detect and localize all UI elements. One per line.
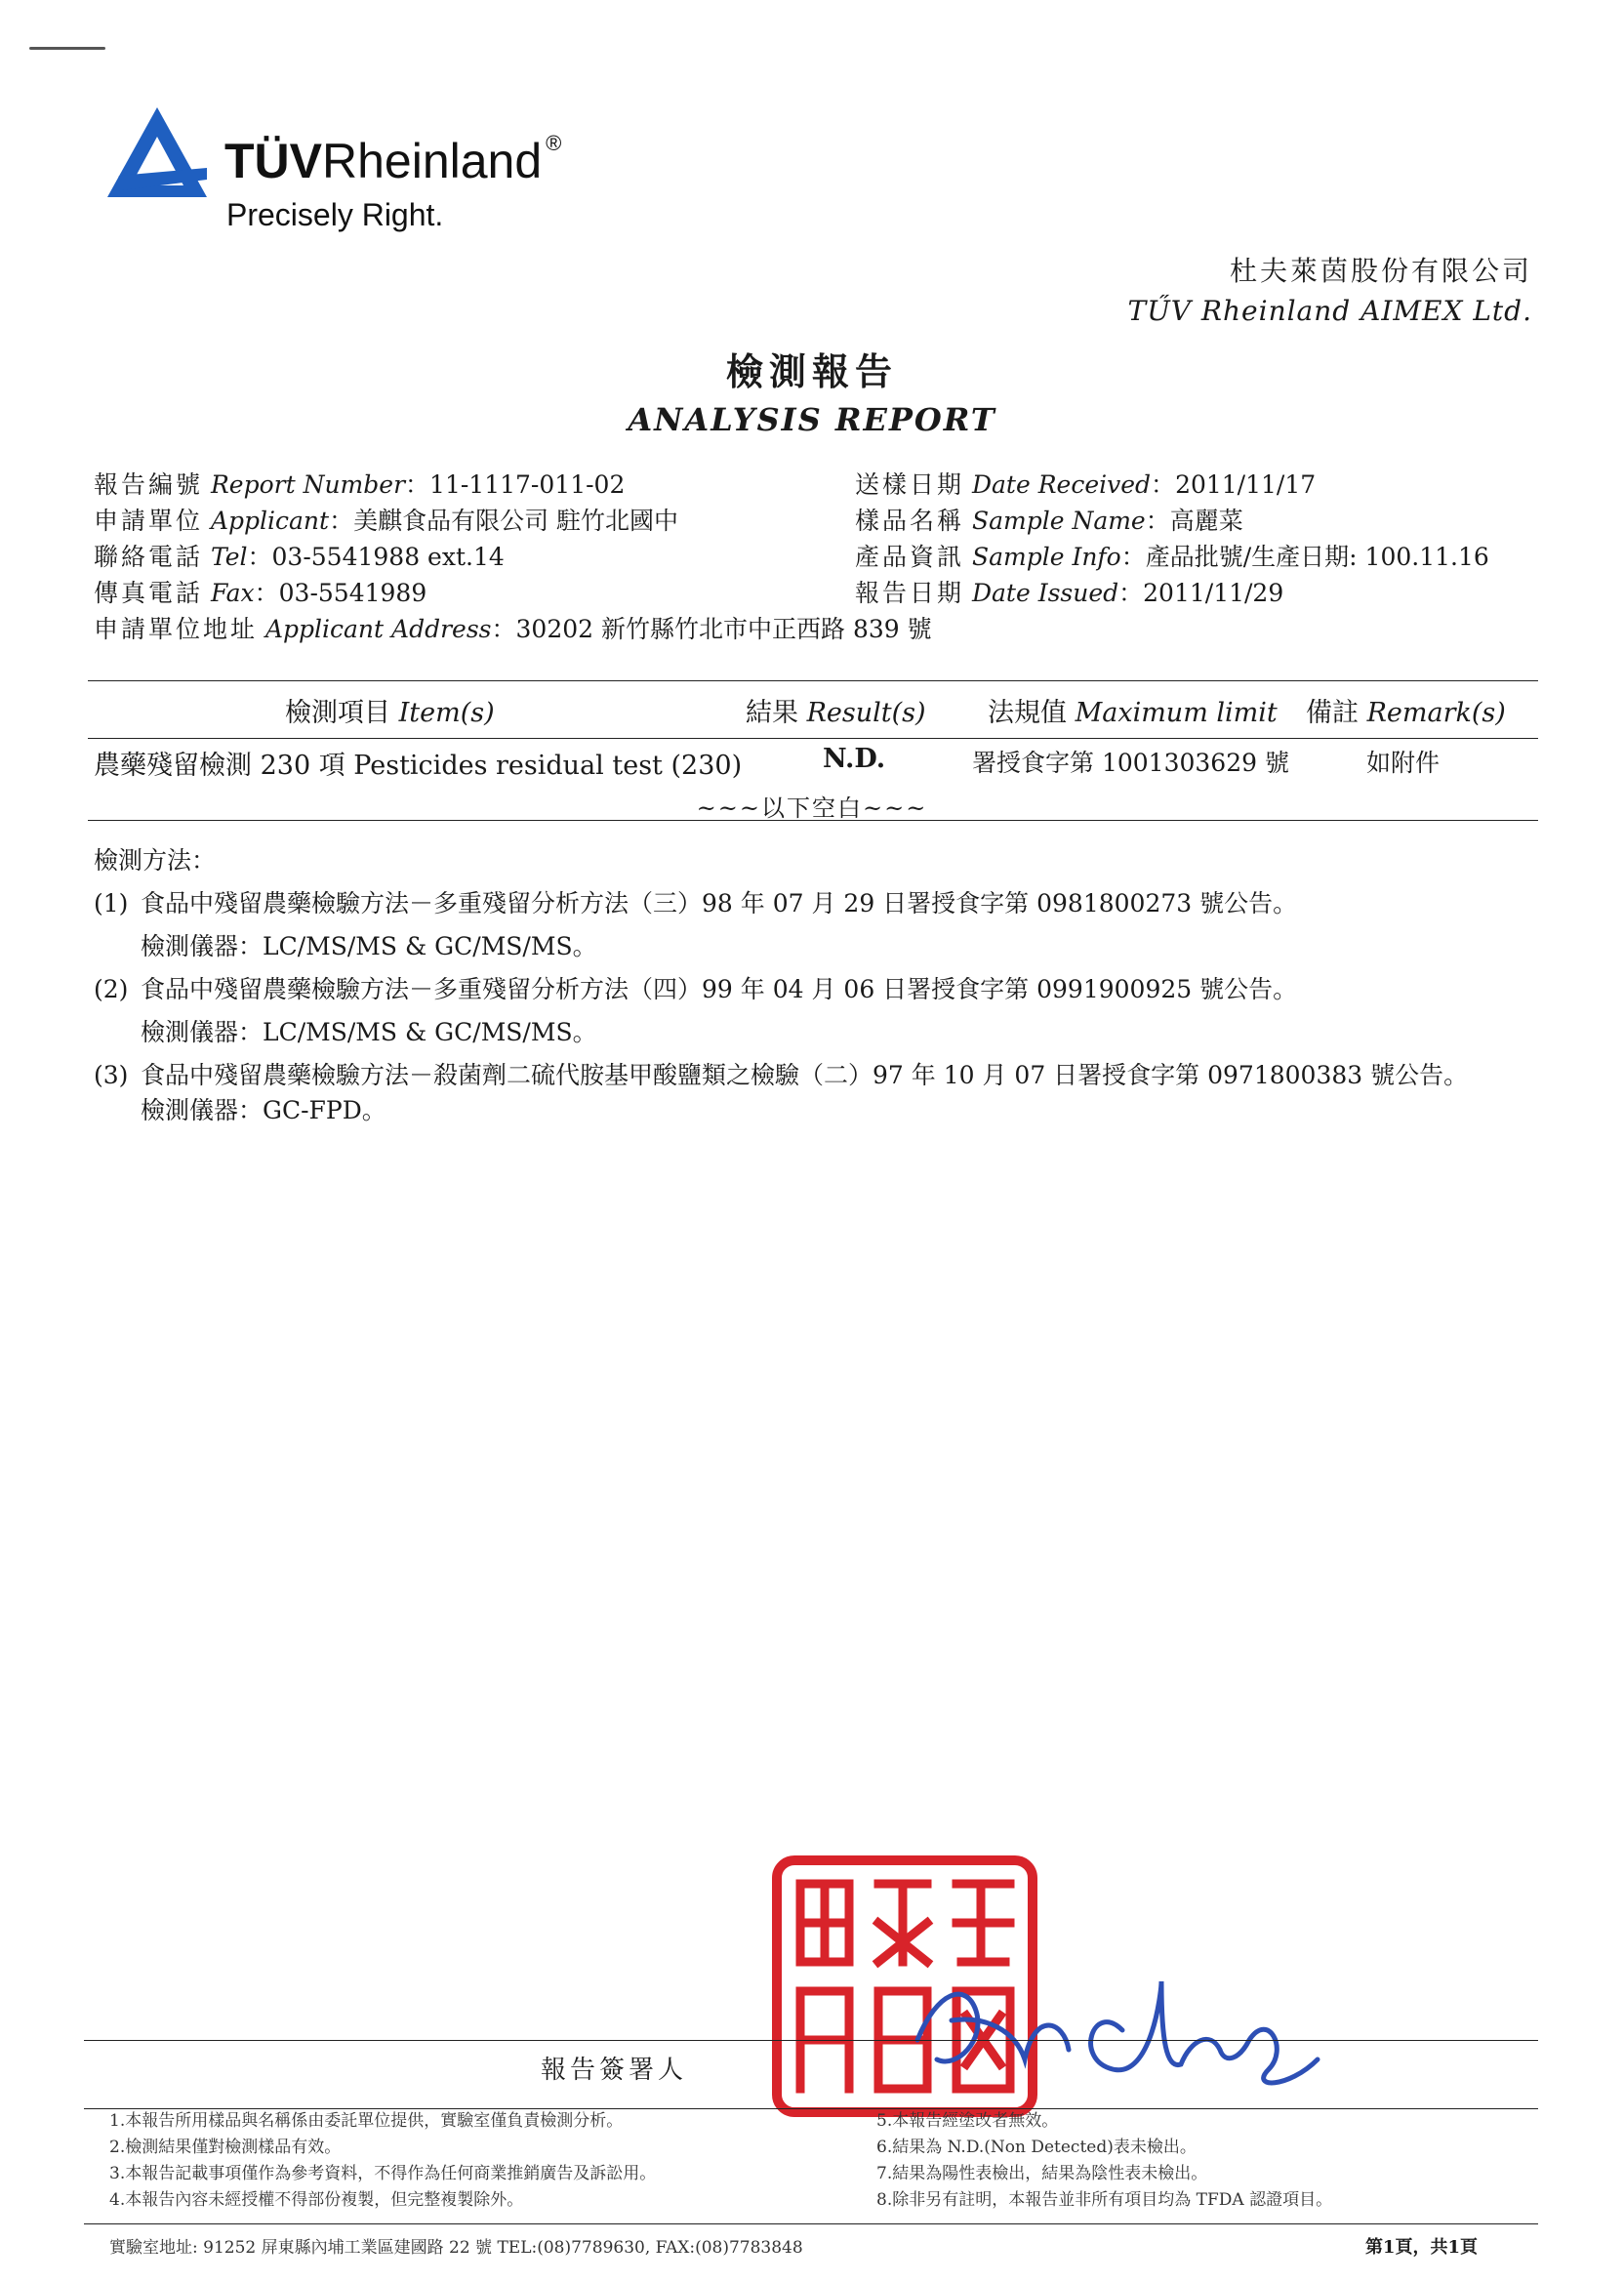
note-item: 3.本報告記載事項僅作為參考資料，不得作為任何商業推銷廣告及訴訟用。 <box>109 2164 657 2183</box>
methods-heading: 檢測方法： <box>94 846 217 875</box>
info-row: 傳真電話 Fax：03-5541989 <box>94 579 427 607</box>
report-title-zh: 檢測報告 <box>725 349 898 393</box>
method-item: (2) 食品中殘留農藥檢驗方法－多重殘留分析方法（四）99 年 04 月 06 日署授食字第 0991900925 號公告。 <box>94 975 1298 1003</box>
method-item: (1) 食品中殘留農藥檢驗方法－多重殘留分析方法（三）98 年 07 月 29 日署授食字第 0981800273 號公告。 <box>94 889 1298 917</box>
note-item: 4.本報告內容未經授權不得部份複製，但完整複製除外。 <box>109 2190 524 2210</box>
brand-name: TÜVRheinland ® <box>224 131 562 188</box>
cell-result: N.D. <box>823 744 886 774</box>
applicant-info <box>94 467 932 647</box>
method-instrument: 檢測儀器：GC-FPD。 <box>141 1096 386 1124</box>
info-row: 產品資訊 Sample Info：產品批號/生產日期: 100.11.16 <box>855 543 1489 571</box>
company-name <box>1128 250 1532 327</box>
signatory-label: 報告簽署人 <box>541 2056 688 2085</box>
info-row: 申請單位 Applicant：美麒食品有限公司 駐竹北國中 <box>94 507 679 535</box>
notes-right <box>876 2108 1332 2214</box>
tagline: Precisely Right. <box>226 197 444 232</box>
blank-note: ~~~以下空白~~~ <box>696 795 928 822</box>
sample-info <box>855 467 1489 611</box>
page-number: 第1頁，共1頁 <box>1364 2237 1478 2258</box>
company-name-en: TŰV Rheinland AIMEX Ltd. <box>1127 295 1532 327</box>
report-title <box>0 342 1624 438</box>
header-result: 結果 Result(s) <box>746 698 926 728</box>
scan-mark <box>29 47 105 50</box>
method-item: (3) 食品中殘留農藥檢驗方法－殺菌劑二硫代胺基甲酸鹽類之檢驗（二）97 年 10 月 07 日署授食字第 0971800383 號公告。 <box>94 1061 1469 1089</box>
method-instrument: 檢測儀器：LC/MS/MS & GC/MS/MS。 <box>141 932 597 960</box>
cell-item: 農藥殘留檢測 230 項 Pesticides residual test (230) <box>94 751 743 781</box>
table-bottom-rule <box>88 820 1538 821</box>
note-item: 2.檢測結果僅對檢測樣品有效。 <box>109 2138 342 2157</box>
notes-left <box>109 2108 656 2214</box>
header-limit: 法規值 Maximum limit <box>988 698 1278 728</box>
signature-rule <box>84 2040 1538 2041</box>
cell-remark: 如附件 <box>1366 749 1441 777</box>
info-row: 報告編號 Report Number：11-1117-011-02 <box>94 470 626 499</box>
report-title-en: ANALYSIS REPORT <box>628 401 996 438</box>
lab-address: 實驗室地址: 91252 屏東縣內埔工業區建國路 22 號 TEL:(08)7789630, FAX:(08)7783848 <box>109 2238 803 2258</box>
header-remark: 備註 Remark(s) <box>1306 698 1506 728</box>
method-instrument: 檢測儀器：LC/MS/MS & GC/MS/MS。 <box>141 1018 597 1046</box>
info-row: 申請單位地址 Applicant Address：30202 新竹縣竹北市中正西路 839 號 <box>94 615 932 643</box>
note-item: 5.本報告經塗改者無效。 <box>876 2111 1059 2131</box>
note-item: 8.除非另有註明，本報告並非所有項目均為 TFDA 認證項目。 <box>876 2190 1333 2210</box>
company-name-zh: 杜夫萊茵股份有限公司 <box>1229 255 1532 287</box>
info-row: 送樣日期 Date Received：2011/11/17 <box>855 470 1317 499</box>
info-row: 聯絡電話 Tel：03-5541988 ext.14 <box>94 543 505 571</box>
signature-icon <box>898 1952 1327 2099</box>
note-item: 6.結果為 N.D.(Non Detected)表未檢出。 <box>876 2138 1197 2157</box>
note-item: 7.結果為陽性表檢出，結果為陰性表未檢出。 <box>876 2164 1208 2183</box>
test-methods <box>94 839 1468 1128</box>
table-header-rule <box>88 738 1538 739</box>
info-row: 樣品名稱 Sample Name：高麗菜 <box>855 507 1243 535</box>
note-item: 1.本報告所用樣品與名稱係由委託單位提供，實驗室僅負責檢測分析。 <box>109 2111 624 2131</box>
footer-rule <box>84 2223 1538 2224</box>
triangle-logo-icon <box>105 105 209 199</box>
table-top-rule <box>88 680 1538 681</box>
cell-limit: 署授食字第 1001303629 號 <box>972 749 1289 777</box>
header-item: 檢測項目 Item(s) <box>285 698 495 728</box>
info-row: 報告日期 Date Issued：2011/11/29 <box>855 579 1284 607</box>
